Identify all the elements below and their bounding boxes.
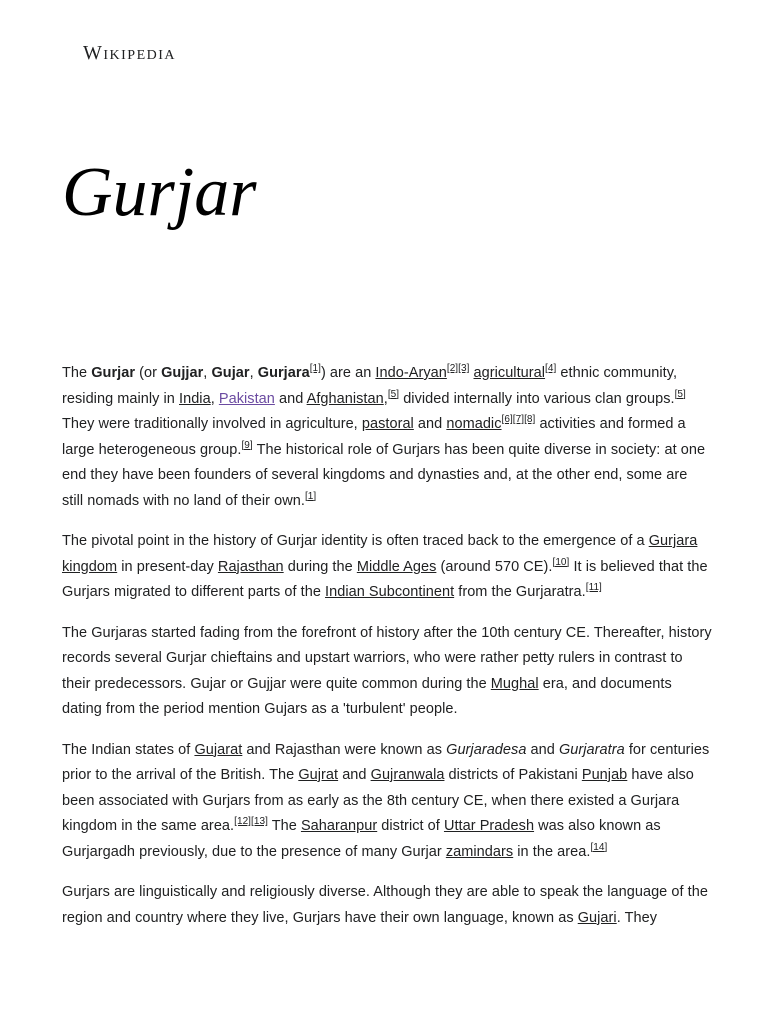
citation[interactable] — [590, 842, 607, 853]
text: during the — [283, 558, 357, 575]
citation[interactable] — [305, 491, 316, 502]
link-punjab[interactable]: Punjab — [581, 767, 628, 783]
citation-link[interactable]: [1] — [304, 490, 317, 502]
link-saharanpur[interactable]: Saharanpur — [300, 818, 378, 834]
citation[interactable] — [552, 557, 569, 568]
citation[interactable] — [675, 389, 686, 400]
citation-link[interactable]: [1] — [309, 363, 321, 374]
text: for centuries prior to the arrival of the British. The — [62, 741, 710, 783]
text: district of — [377, 818, 444, 834]
text: from the Gurjaratra. — [454, 584, 586, 600]
italic-term: Gurjaradesa — [446, 741, 527, 758]
citation-link[interactable]: [10] — [552, 556, 570, 568]
link-pastoral[interactable]: pastoral — [361, 416, 414, 432]
paragraph-intro — [62, 361, 712, 514]
citation-link[interactable]: [9] — [241, 439, 253, 451]
article-body — [62, 361, 712, 946]
text: The historical role of Gurjars has been quite diverse in society: at one end they have been founders of several kingdoms and dynasties and, at the other end, some are still nomads with no land of their own. — [62, 441, 706, 509]
link-gurjara-kingdom[interactable]: Gurjara kingdom — [62, 533, 698, 575]
text: . They — [616, 909, 658, 926]
text: , — [210, 390, 219, 407]
text: It is believed that the Gurjars migrated to different parts of the — [62, 558, 708, 600]
paragraph-language — [62, 880, 712, 931]
link-afghanistan[interactable]: Afghanistan — [306, 390, 384, 407]
link-gujarat[interactable]: Gujarat — [194, 741, 243, 758]
text: , — [383, 390, 388, 407]
link-india[interactable]: India — [179, 390, 211, 407]
text: They were traditionally involved in agriculture, — [62, 416, 362, 432]
citation[interactable] — [241, 440, 252, 451]
link-pakistan[interactable]: Pakistan — [218, 390, 275, 407]
link-gujranwala[interactable]: Gujranwala — [370, 767, 445, 783]
text: era, and documents dating from the period mention Gujars as a 'turbulent' people. — [62, 675, 672, 717]
italic-term: Gurjaratra — [558, 741, 625, 758]
link-middle-ages[interactable]: Middle Ages — [356, 558, 437, 575]
bold-term: Gujjar — [161, 365, 204, 381]
link-agricultural[interactable]: agricultural — [473, 365, 546, 381]
citation-link[interactable]: [5] — [387, 388, 400, 400]
text: and — [338, 767, 371, 783]
text: in the area. — [513, 843, 591, 860]
bold-term: Gurjar — [91, 365, 136, 381]
citation[interactable] — [586, 582, 602, 593]
link-gujari[interactable]: Gujari — [577, 909, 617, 926]
paragraph-history — [62, 529, 712, 606]
citation-link[interactable]: [14] — [590, 841, 608, 853]
bold-term: Gujar — [211, 365, 250, 381]
text: (around 570 CE). — [436, 558, 553, 575]
citation-link[interactable]: [12] — [234, 816, 252, 827]
link-indo-aryan[interactable]: Indo-Aryan — [375, 365, 447, 381]
text: and — [526, 741, 559, 758]
text: activities and formed a large heterogeneous group. — [62, 416, 686, 458]
text: The — [62, 365, 92, 381]
citation-link[interactable]: [5] — [674, 388, 686, 400]
link-zamindars[interactable]: zamindars — [445, 843, 514, 860]
text: districts of Pakistani — [444, 767, 582, 783]
citation-link[interactable]: [4] — [545, 363, 557, 374]
citation-link[interactable]: [11] — [585, 582, 602, 593]
citation-link[interactable]: [6] — [501, 414, 513, 425]
citation-link[interactable]: [13] — [251, 816, 268, 827]
citation-link[interactable]: [3] — [458, 363, 470, 374]
link-gujrat[interactable]: Gujrat — [298, 767, 339, 783]
link-nomadic[interactable]: nomadic — [446, 416, 502, 432]
text: (or — [135, 365, 162, 381]
text: and — [413, 416, 447, 432]
text: and — [274, 390, 307, 407]
text: The Gurjaras started fading from the forefront of history after the 10th century CE. Thereafter, history records several Gurjar chieftains and upstart warriors, who were rather petty rulers in contrast to their predecessors. Gujar or Gujjar were quite common during the — [62, 624, 712, 692]
text: The Indian states of — [62, 741, 195, 758]
citation[interactable] — [388, 389, 399, 400]
page-title: Gurjar — [62, 154, 257, 231]
citation[interactable] — [310, 363, 321, 374]
wikipedia-wordmark-logo[interactable]: Wikipedia — [83, 42, 177, 64]
citation-link[interactable]: [7] — [512, 414, 525, 425]
text: in present-day — [117, 558, 218, 575]
link-mughal[interactable]: Mughal — [490, 675, 539, 692]
text: divided internally into various clan groups. — [399, 390, 675, 407]
text: The — [267, 818, 301, 834]
text: ethnic community, residing mainly in — [62, 365, 678, 407]
paragraph-regions — [62, 738, 712, 866]
link-indian-subcontinent[interactable]: Indian Subcontinent — [325, 584, 455, 600]
citation-link[interactable]: [8] — [524, 414, 536, 425]
text: ) are an — [320, 365, 376, 381]
text: , — [203, 365, 212, 381]
paragraph-decline — [62, 621, 712, 723]
text: have also been associated with Gurjars from as early as the 8th century CE, when there existed a Gurjara kingdom in the same area. — [62, 767, 694, 834]
text: The pivotal point in the history of Gurjar identity is often traced back to the emergence of a — [62, 533, 649, 549]
text: and Rajasthan were known as — [242, 741, 447, 758]
text: , — [249, 365, 258, 381]
citation[interactable] — [545, 363, 556, 374]
text: was also known as Gurjargadh previously, due to the presence of many Gurjar — [62, 818, 661, 860]
link-rajasthan[interactable]: Rajasthan — [217, 558, 284, 575]
citation[interactable] — [234, 816, 268, 827]
citation[interactable] — [502, 414, 536, 425]
citation[interactable] — [447, 363, 470, 374]
link-uttar-pradesh[interactable]: Uttar Pradesh — [443, 818, 535, 834]
site-header — [83, 42, 176, 72]
bold-term: Gurjara — [257, 365, 310, 381]
citation-link[interactable]: [2] — [446, 363, 459, 374]
text: Gurjars are linguistically and religiously diverse. Although they are able to speak the language of the region and country where they live, Gurjars have their own language, known as — [62, 884, 708, 926]
